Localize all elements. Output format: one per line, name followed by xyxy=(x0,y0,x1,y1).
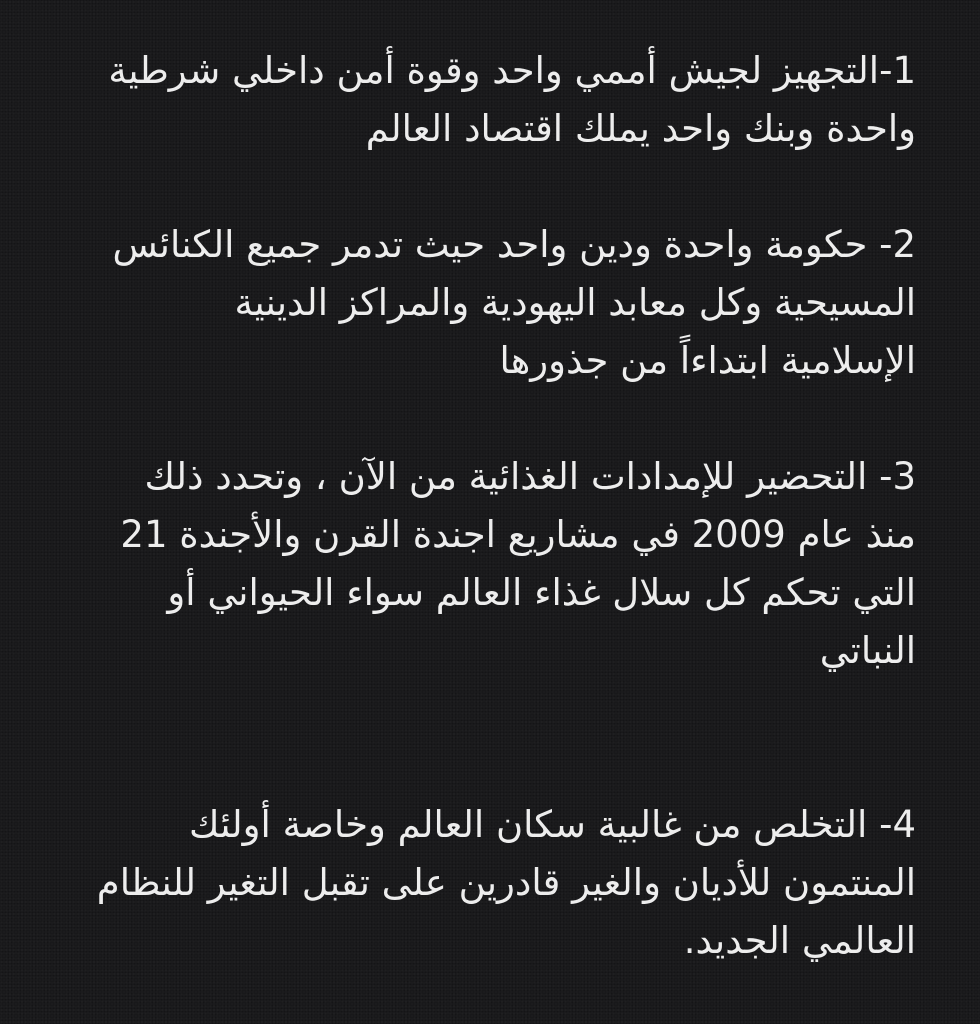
text-line: 4- التخلص من غالبية سكان العالم وخاصة أولئك xyxy=(189,803,916,846)
paragraph-1 xyxy=(60,42,916,158)
text-line: النباتي xyxy=(819,629,916,672)
paragraph-spacer xyxy=(60,158,916,216)
text-line: 2- حكومة واحدة ودين واحد حيث تدمر جميع الكنائس xyxy=(112,223,916,266)
text-line: المنتمون للأديان والغير قادرين على تقبل التغير للنظام xyxy=(96,861,916,904)
paragraph-spacer xyxy=(60,390,916,448)
text-line: 3- التحضير للإمدادات الغذائية من الآن ، وتحدد ذلك xyxy=(144,455,916,498)
text-line: منذ عام 2009 في مشاريع اجندة القرن والأجندة 21 xyxy=(120,513,916,556)
paragraph-2 xyxy=(60,216,916,390)
text-line: واحدة وبنك واحد يملك اقتصاد العالم xyxy=(365,107,916,150)
paragraph-3 xyxy=(60,448,916,680)
text-line: 1-التجهيز لجيش أممي واحد وقوة أمن داخلي شرطية xyxy=(108,49,916,92)
text-line: التي تحكم كل سلال غذاء العالم سواء الحيواني أو xyxy=(167,571,916,614)
text-line: الإسلامية ابتداءاً من جذورها xyxy=(499,339,916,382)
paragraph-spacer xyxy=(60,680,916,796)
paragraph-4 xyxy=(60,796,916,970)
text-line: المسيحية وكل معابد اليهودية والمراكز الدينية xyxy=(234,281,916,324)
text-line: العالمي الجديد. xyxy=(683,919,916,962)
